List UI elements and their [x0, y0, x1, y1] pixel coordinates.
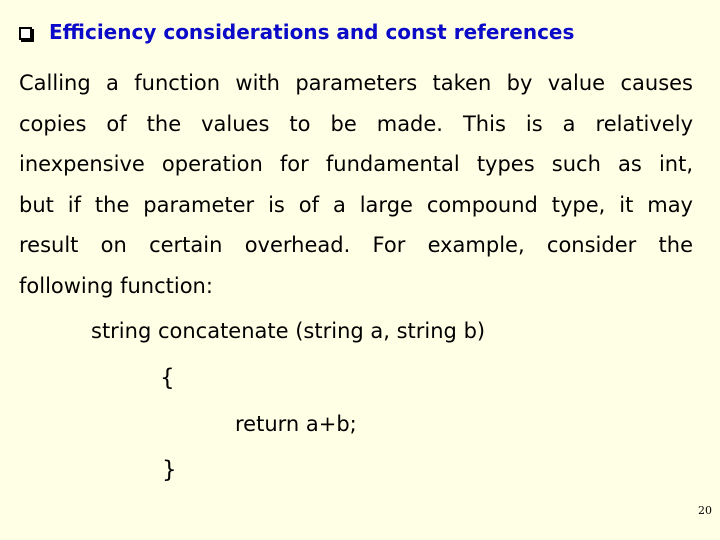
paragraph-line: inexpensive operation for fundamental types such as int,	[19, 152, 693, 177]
paragraph-line: but if the parameter is of a large compound type, it may	[19, 192, 693, 217]
slide-heading	[19, 20, 574, 44]
heading-text: Efficiency considerations and const references	[49, 20, 575, 44]
paragraph-line: result on certain overhead. For example, consider the	[19, 233, 693, 258]
square-bullet-icon	[19, 27, 32, 40]
paragraph-line: copies of the values to be made. This is a relatively	[19, 111, 693, 136]
body-paragraph	[19, 63, 693, 307]
code-open-brace: {	[160, 365, 175, 391]
code-return-statement: return a+b;	[235, 412, 357, 436]
paragraph-line: following function:	[19, 273, 213, 298]
paragraph-line: Calling a function with parameters taken by value causes	[19, 71, 693, 95]
page-number: 20	[698, 504, 712, 517]
code-function-signature: string concatenate (string a, string b)	[91, 319, 486, 343]
code-close-brace: }	[162, 457, 177, 483]
